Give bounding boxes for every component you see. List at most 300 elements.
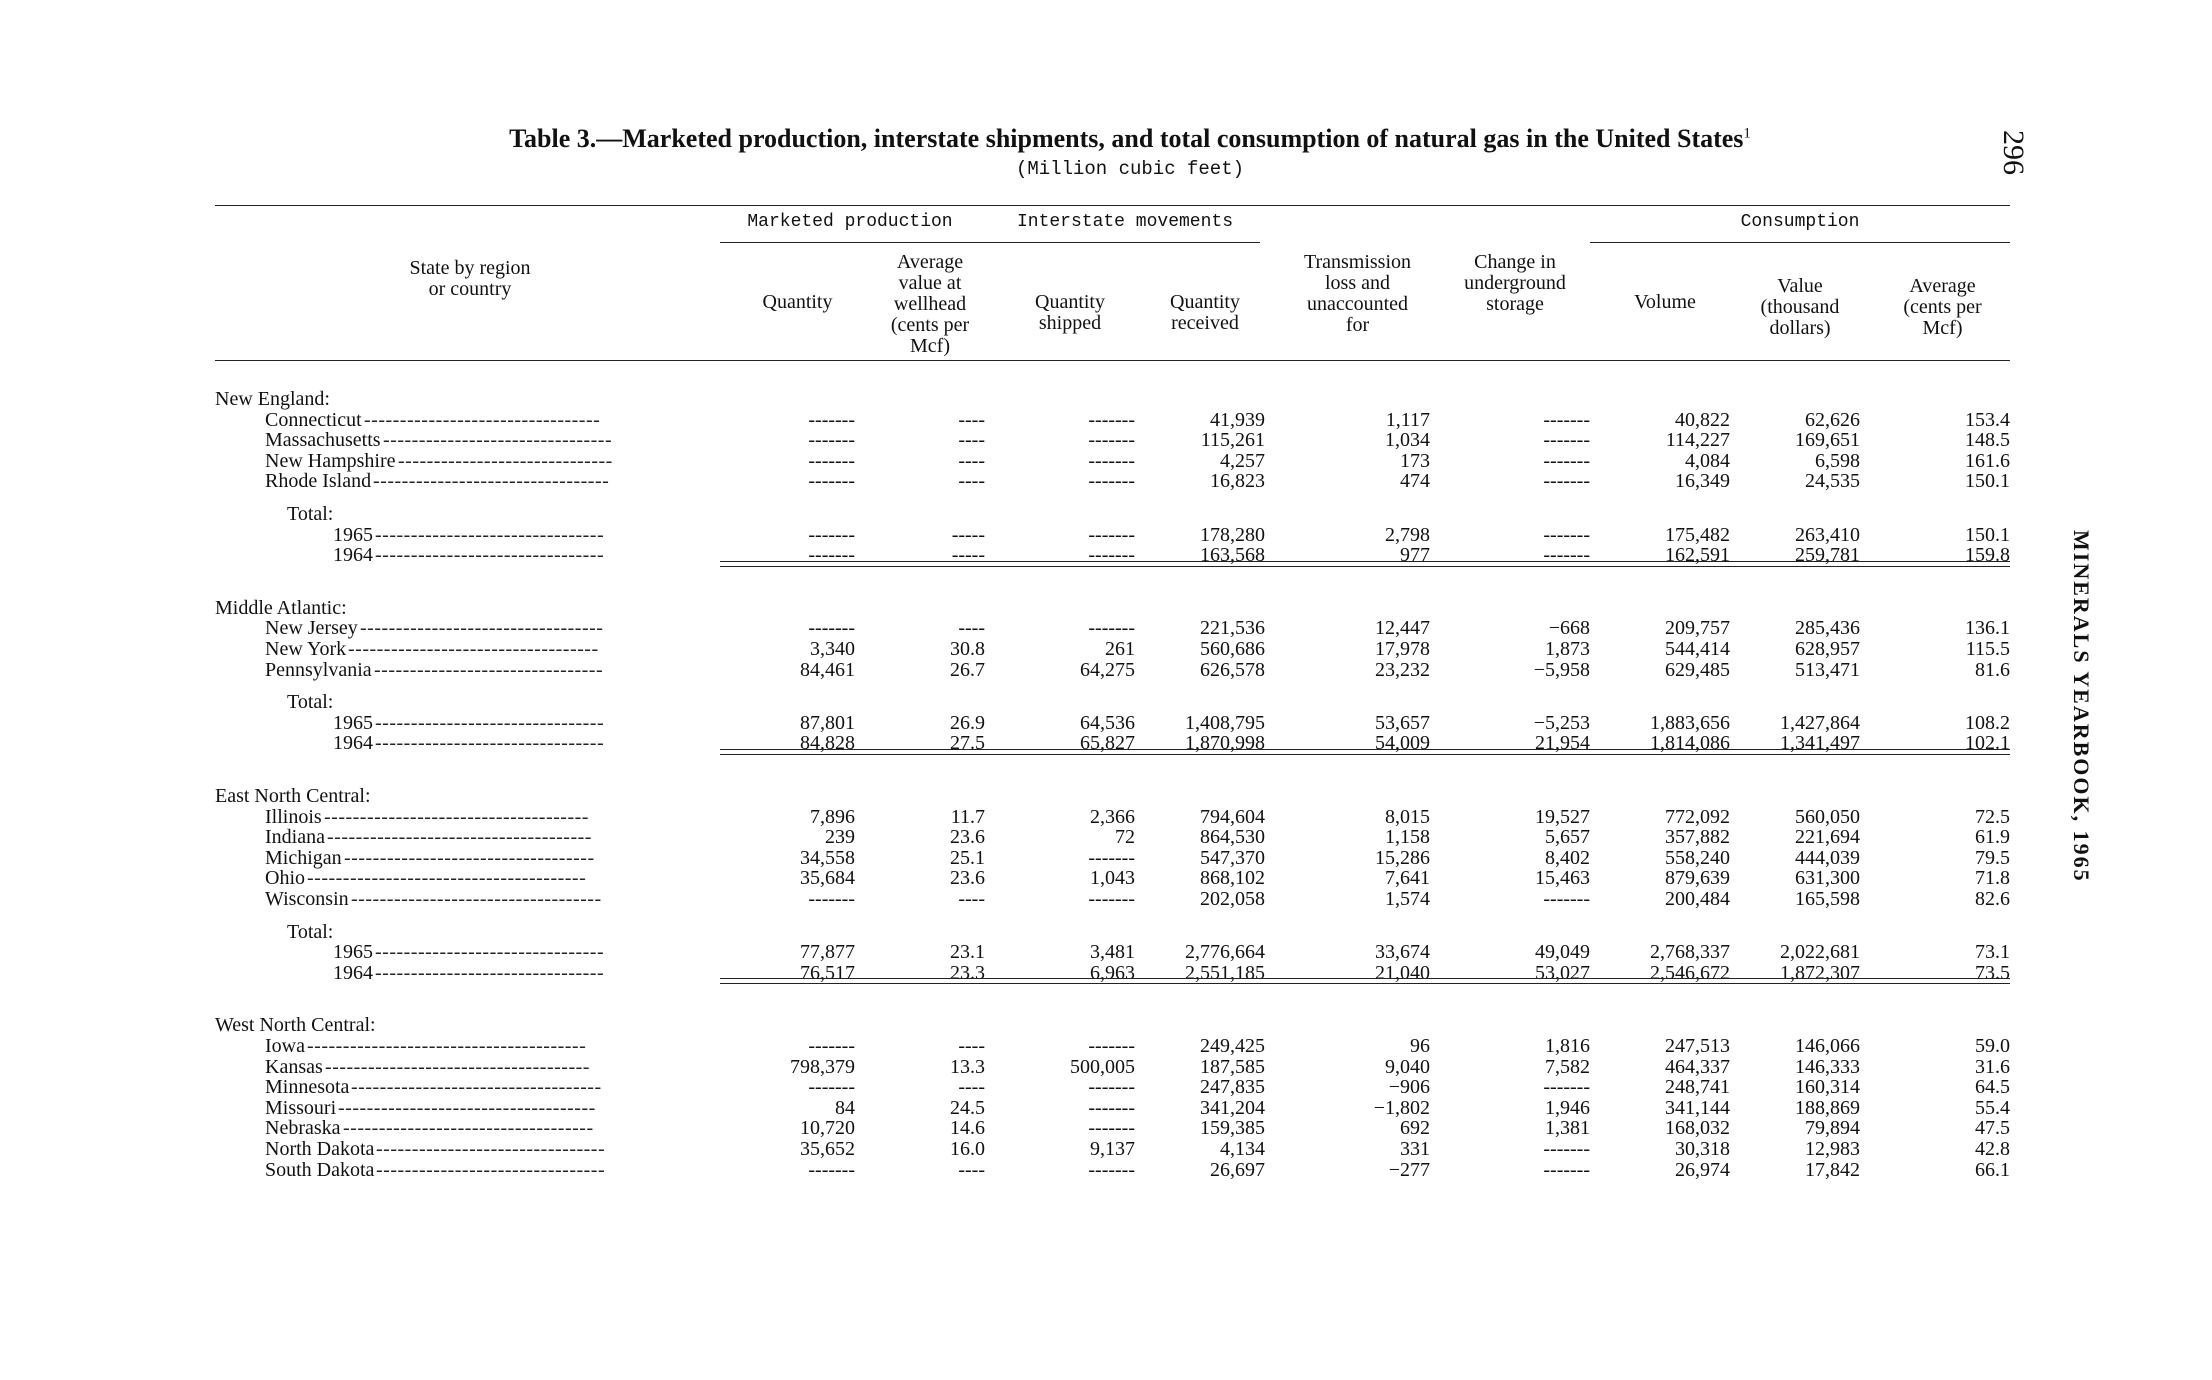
table-cell: 72.5 <box>1975 805 2010 828</box>
table-cell: 2,546,672 <box>1650 961 1730 984</box>
dot-leader: ----------------------------------- <box>343 1117 594 1140</box>
table-cell: ------- <box>808 449 855 472</box>
row-label: Ohio <box>265 867 305 890</box>
table-cell: 221,536 <box>1200 617 1265 640</box>
table-cell: 26,697 <box>1210 1158 1265 1181</box>
table-cell: 54,009 <box>1375 732 1430 755</box>
table-cell: 15,286 <box>1375 846 1430 869</box>
table-cell: 82.6 <box>1975 888 2010 910</box>
table-cell: ------- <box>1543 888 1590 910</box>
table-cell: 64,536 <box>1080 711 1135 734</box>
table-cell: 2,366 <box>1090 805 1135 828</box>
row-label: New York <box>265 638 347 660</box>
table-cell: 692 <box>1400 1117 1430 1140</box>
table-cell: 1,946 <box>1545 1096 1590 1119</box>
table-cell: 178,280 <box>1200 523 1265 546</box>
table-cell: ---- <box>958 1158 985 1181</box>
table-cell: 2,798 <box>1385 523 1430 546</box>
table-cell: ------- <box>1088 1096 1135 1119</box>
table-cell: 19,527 <box>1535 805 1590 828</box>
table-cell: 626,578 <box>1200 658 1265 681</box>
group-marketed-production: Marketed production <box>747 212 953 232</box>
column-header-7: Volume <box>1634 291 1696 313</box>
table-cell: 148.5 <box>1965 429 2010 452</box>
table-cell: 72 <box>1115 826 1135 849</box>
table-cell: 2,551,185 <box>1185 961 1265 984</box>
table-cell: 66.1 <box>1975 1158 2010 1181</box>
total-heading: Total: <box>287 691 334 714</box>
table-cell: 162,591 <box>1665 544 1730 567</box>
table-cell: ------- <box>808 1035 855 1057</box>
table-cell: ------- <box>1543 470 1590 493</box>
table-cell: 84,461 <box>800 658 855 681</box>
table-cell: 169,651 <box>1795 429 1860 452</box>
table-cell: −5,958 <box>1533 658 1590 681</box>
table-cell: 247,513 <box>1665 1035 1730 1057</box>
table-cell: 64,275 <box>1080 658 1135 681</box>
table-cell: 168,032 <box>1665 1117 1730 1140</box>
table-cell: 65,827 <box>1080 732 1135 755</box>
table-cell: 13.3 <box>950 1055 985 1078</box>
dot-leader: ------------------------------------- <box>327 826 592 849</box>
dot-leader: ----------------------------------- <box>344 846 595 869</box>
table-cell: 560,686 <box>1200 638 1265 660</box>
table-cell: 1,574 <box>1385 888 1430 910</box>
dot-leader: -------------------------------- <box>375 544 605 567</box>
dot-leader: -------------------------------- <box>376 1138 606 1160</box>
table-cell: 115,261 <box>1200 429 1265 452</box>
row-label: Massachusetts <box>265 429 381 452</box>
table-cell: 47.5 <box>1975 1117 2010 1140</box>
table-cell: 146,333 <box>1795 1055 1860 1078</box>
table-cell: 21,040 <box>1375 961 1430 984</box>
table-cell: −668 <box>1548 617 1590 640</box>
row-label: Illinois <box>265 805 322 828</box>
table-cell: 474 <box>1400 470 1430 493</box>
row-label: 1964 <box>333 544 373 567</box>
table-cell: 81.6 <box>1975 658 2010 681</box>
dot-leader: --------------------------------------- <box>307 867 587 890</box>
table-cell: 35,684 <box>800 867 855 890</box>
table-cell: 12,447 <box>1375 617 1430 640</box>
header-bottom-rule <box>215 360 2010 361</box>
table-cell: 444,039 <box>1795 846 1860 869</box>
dot-leader: --------------------------------- <box>373 470 610 493</box>
table-cell: 16.0 <box>950 1138 985 1160</box>
table-cell: 53,657 <box>1375 711 1430 734</box>
table-cell: 6,963 <box>1090 961 1135 984</box>
table-cell: 61.9 <box>1975 826 2010 849</box>
dot-leader: ------------------------------------ <box>338 1096 596 1119</box>
column-header-5: Transmission loss and unaccounted for <box>1303 251 1412 336</box>
table-cell: 30,318 <box>1675 1138 1730 1160</box>
dot-leader: -------------------------------- <box>375 961 605 984</box>
column-header-3: Quantity shipped <box>1035 291 1105 334</box>
table-cell: 1,341,497 <box>1780 732 1860 755</box>
row-label: Missouri <box>265 1096 337 1119</box>
column-header-4: Quantity received <box>1170 291 1240 334</box>
table-cell: 163,568 <box>1200 544 1265 567</box>
table-cell: 3,481 <box>1090 941 1135 964</box>
table-cell: 26.9 <box>950 711 985 734</box>
dot-leader: -------------------------------- <box>375 732 605 755</box>
dot-leader: ---------------------------------- <box>360 617 604 640</box>
table-cell: 175,482 <box>1665 523 1730 546</box>
table-cell: 79,894 <box>1805 1117 1860 1140</box>
table-cell: 35,652 <box>800 1138 855 1160</box>
table-cell: 209,757 <box>1665 617 1730 640</box>
table-cell: 12,983 <box>1805 1138 1860 1160</box>
table-cell: 136.1 <box>1965 617 2010 640</box>
table-cell: 40,822 <box>1675 408 1730 431</box>
table-cell: ---- <box>958 429 985 452</box>
table-cell: 73.1 <box>1975 941 2010 964</box>
table-cell: 23,232 <box>1375 658 1430 681</box>
table-cell: 249,425 <box>1200 1035 1265 1057</box>
table-cell: ----- <box>951 544 985 567</box>
table-cell: ------- <box>1088 408 1135 431</box>
table-cell: 331 <box>1400 1138 1430 1160</box>
table-cell: 2,776,664 <box>1185 941 1265 964</box>
table-cell: 261 <box>1105 638 1135 660</box>
column-header-9: Average (cents per Mcf) <box>1903 275 1982 339</box>
table-cell: 1,872,307 <box>1780 961 1860 984</box>
row-label: Indiana <box>265 826 325 849</box>
dot-leader: -------------------------------- <box>375 523 605 546</box>
header-top-rule <box>215 205 2010 206</box>
dot-leader: --------------------------------- <box>364 408 601 431</box>
table-cell: −5,253 <box>1533 711 1590 734</box>
row-label: Wisconsin <box>265 888 349 910</box>
table-cell: ---- <box>958 449 985 472</box>
table-cell: 23.1 <box>950 941 985 964</box>
table-cell: 8,015 <box>1385 805 1430 828</box>
table-cell: 62,626 <box>1805 408 1860 431</box>
row-label: 1964 <box>333 732 373 755</box>
table-cell: 27.5 <box>950 732 985 755</box>
table-cell: 84,828 <box>800 732 855 755</box>
table-cell: −277 <box>1388 1158 1430 1181</box>
table-cell: 115.5 <box>1965 638 2010 660</box>
table-cell: ------- <box>1088 1035 1135 1057</box>
table-cell: 42.8 <box>1975 1138 2010 1160</box>
dot-leader: ------------------------------------- <box>324 805 589 828</box>
table-cell: 544,414 <box>1665 638 1730 660</box>
table-cell: 30.8 <box>950 638 985 660</box>
table-cell: 23.6 <box>950 867 985 890</box>
table-cell: 1,427,864 <box>1780 711 1860 734</box>
section-rule <box>720 749 2010 755</box>
table-cell: 25.1 <box>950 846 985 869</box>
table-cell: 1,408,795 <box>1185 711 1265 734</box>
table-cell: 1,870,998 <box>1185 732 1265 755</box>
row-label: Pennsylvania <box>265 658 372 681</box>
row-label: Kansas <box>265 1055 323 1078</box>
table-cell: 357,882 <box>1665 826 1730 849</box>
table-cell: 102.1 <box>1965 732 2010 755</box>
table-cell: 23.3 <box>950 961 985 984</box>
table-cell: 71.8 <box>1975 867 2010 890</box>
table-cell: 247,835 <box>1200 1076 1265 1099</box>
table-cell: 108.2 <box>1965 711 2010 734</box>
table-cell: 1,816 <box>1545 1035 1590 1057</box>
table-cell: 31.6 <box>1975 1055 2010 1078</box>
table-cell: 9,137 <box>1090 1138 1135 1160</box>
table-cell: 34,558 <box>800 846 855 869</box>
table-cell: 96 <box>1410 1035 1430 1057</box>
table-cell: ------- <box>1543 408 1590 431</box>
table-cell: 202,058 <box>1200 888 1265 910</box>
table-cell: 114,227 <box>1665 429 1730 452</box>
table-cell: 341,204 <box>1200 1096 1265 1119</box>
table-cell: 150.1 <box>1965 470 2010 493</box>
row-label: Iowa <box>265 1035 305 1057</box>
table-cell: 14.6 <box>950 1117 985 1140</box>
running-head: MINERALS YEARBOOK, 1965 <box>2069 530 2094 883</box>
table-cell: ------- <box>808 408 855 431</box>
table-cell: ---- <box>958 408 985 431</box>
table-cell: ------- <box>808 544 855 567</box>
table-cell: 1,883,656 <box>1650 711 1730 734</box>
table-cell: ------- <box>1543 1076 1590 1099</box>
table-cell: ------- <box>1088 523 1135 546</box>
table-cell: 23.6 <box>950 826 985 849</box>
table-cell: ----- <box>951 523 985 546</box>
table-cell: 1,381 <box>1545 1117 1590 1140</box>
table-cell: 73.5 <box>1975 961 2010 984</box>
dot-leader: -------------------------------- <box>375 941 605 964</box>
column-header-2: Average value at wellhead (cents per Mcf) <box>890 251 970 357</box>
dot-leader: ----------------------------------- <box>351 888 602 910</box>
row-label: North Dakota <box>265 1138 375 1160</box>
table-title: Table 3.—Marketed production, interstate shipments, and total consumption of natural gas in the United States$^1$ <box>509 124 1751 153</box>
table-cell: ------- <box>1088 617 1135 640</box>
dot-leader: -------------------------------- <box>374 658 604 681</box>
table-cell: 55.4 <box>1975 1096 2010 1119</box>
row-label: Nebraska <box>265 1117 341 1140</box>
table-cell: ------- <box>808 1158 855 1181</box>
table-cell: ------- <box>808 888 855 910</box>
table-cell: 560,050 <box>1795 805 1860 828</box>
table-cell: 464,337 <box>1665 1055 1730 1078</box>
table-cell: 24,535 <box>1805 470 1860 493</box>
table-cell: −1,802 <box>1373 1096 1430 1119</box>
table-cell: 3,340 <box>810 638 855 660</box>
table-cell: 41,939 <box>1210 408 1265 431</box>
row-label: New Jersey <box>265 617 358 640</box>
table-cell: 868,102 <box>1200 867 1265 890</box>
section-rule <box>720 978 2010 984</box>
table-cell: ------- <box>808 470 855 493</box>
group-rule-consumption <box>1590 242 2010 243</box>
table-cell: 1,814,086 <box>1650 732 1730 755</box>
table-cell: 977 <box>1400 544 1430 567</box>
group-rule-left <box>720 242 1260 243</box>
table-cell: ------- <box>1543 449 1590 472</box>
row-label: Michigan <box>265 846 342 869</box>
table-cell: 84 <box>835 1096 855 1119</box>
table-cell: 77,877 <box>800 941 855 964</box>
group-consumption: Consumption <box>1740 212 1860 232</box>
table-cell: ------- <box>1543 1158 1590 1181</box>
table-cell: 16,823 <box>1210 470 1265 493</box>
table-cell: ------- <box>1088 846 1135 869</box>
table-cell: ------- <box>1088 544 1135 567</box>
table-cell: 17,842 <box>1805 1158 1860 1181</box>
dot-leader: ----------------------------------- <box>351 1076 602 1099</box>
table-cell: ---- <box>958 617 985 640</box>
table-cell: 153.4 <box>1965 408 2010 431</box>
table-cell: 26,974 <box>1675 1158 1730 1181</box>
table-cell: ------- <box>1088 470 1135 493</box>
dot-leader: ------------------------------ <box>398 449 613 472</box>
column-header-6: Change in underground storage <box>1464 251 1566 315</box>
table-cell: 1,043 <box>1090 867 1135 890</box>
table-cell: 6,598 <box>1815 449 1860 472</box>
table-cell: 200,484 <box>1665 888 1730 910</box>
table-cell: 879,639 <box>1665 867 1730 890</box>
table-cell: 1,873 <box>1545 638 1590 660</box>
page-number: 296 <box>1997 130 2030 175</box>
row-label: 1965 <box>333 941 373 964</box>
table-cell: 161.6 <box>1965 449 2010 472</box>
table-cell: 2,022,681 <box>1780 941 1860 964</box>
row-label: Rhode Island <box>265 470 372 493</box>
table-cell: 165,598 <box>1795 888 1860 910</box>
table-cell: 500,005 <box>1070 1055 1135 1078</box>
column-header-1: Quantity <box>762 291 833 313</box>
region-heading: West North Central: <box>215 1014 376 1037</box>
table-cell: ------- <box>1543 544 1590 567</box>
table-cell: 772,092 <box>1665 805 1730 828</box>
table-cell: 263,410 <box>1795 523 1860 546</box>
table-cell: ------- <box>1088 449 1135 472</box>
table-cell: 187,585 <box>1200 1055 1265 1078</box>
table-cell: 33,674 <box>1375 941 1430 964</box>
table-cell: 173 <box>1400 449 1430 472</box>
table-cell: ------- <box>808 1076 855 1099</box>
dot-leader: --------------------------------------- <box>307 1035 587 1057</box>
total-heading: Total: <box>287 503 334 525</box>
table-cell: ------- <box>808 617 855 640</box>
table-cell: ------- <box>1543 523 1590 546</box>
row-label: Minnesota <box>265 1076 350 1099</box>
table-cell: 794,604 <box>1200 805 1265 828</box>
region-heading: Middle Atlantic: <box>215 596 347 619</box>
table-cell: 17,978 <box>1375 638 1430 660</box>
table-cell: ------- <box>1543 1138 1590 1160</box>
table-cell: 10,720 <box>800 1117 855 1140</box>
column-header-0: State by region or country <box>409 257 531 300</box>
table-cell: 1,034 <box>1385 429 1430 452</box>
table-cell: 150.1 <box>1965 523 2010 546</box>
total-heading: Total: <box>287 920 334 943</box>
table-cell: ------- <box>1088 429 1135 452</box>
table-cell: 864,530 <box>1200 826 1265 849</box>
table-cell: 248,741 <box>1665 1076 1730 1099</box>
table-cell: 64.5 <box>1975 1076 2010 1099</box>
row-label: 1965 <box>333 711 373 734</box>
dot-leader: -------------------------------- <box>383 429 613 452</box>
table-cell: ------- <box>1088 1158 1135 1181</box>
table-cell: 188,869 <box>1795 1096 1860 1119</box>
row-label: South Dakota <box>265 1158 375 1181</box>
table-cell: 221,694 <box>1795 826 1860 849</box>
table-cell: 159.8 <box>1965 544 2010 567</box>
table-subtitle: (Million cubic feet) <box>1015 158 1245 180</box>
table-cell: 2,768,337 <box>1650 941 1730 964</box>
table-cell: 341,144 <box>1665 1096 1730 1119</box>
table-cell: 285,436 <box>1795 617 1860 640</box>
table-cell: −906 <box>1388 1076 1430 1099</box>
table-cell: ---- <box>958 1035 985 1057</box>
table-cell: ------- <box>1543 429 1590 452</box>
table-cell: 631,300 <box>1795 867 1860 890</box>
table-cell: 21,954 <box>1535 732 1590 755</box>
table-cell: 24.5 <box>950 1096 985 1119</box>
row-label: 1964 <box>333 961 373 984</box>
table-cell: 49,049 <box>1535 941 1590 964</box>
table-cell: 146,066 <box>1795 1035 1860 1057</box>
table-cell: 4,084 <box>1685 449 1730 472</box>
section-rule <box>720 561 2010 567</box>
table-cell: ------- <box>1088 888 1135 910</box>
title-footnote: 1 <box>1743 125 1751 142</box>
row-label: Connecticut <box>265 408 362 431</box>
row-label: 1965 <box>333 523 373 546</box>
table-cell: ------- <box>1088 1117 1135 1140</box>
table-cell: 5,657 <box>1545 826 1590 849</box>
table-cell: ------- <box>1088 1076 1135 1099</box>
dot-leader: ------------------------------------- <box>325 1055 590 1078</box>
table-cell: ---- <box>958 470 985 493</box>
table-cell: 629,485 <box>1665 658 1730 681</box>
dot-leader: ----------------------------------- <box>348 638 599 660</box>
table-cell: 798,379 <box>790 1055 855 1078</box>
table-cell: 53,027 <box>1535 961 1590 984</box>
table-cell: 1,158 <box>1385 826 1430 849</box>
table-cell: 558,240 <box>1665 846 1730 869</box>
table-cell: 79.5 <box>1975 846 2010 869</box>
table-cell: ------- <box>808 523 855 546</box>
region-heading: East North Central: <box>215 785 371 807</box>
table-cell: ------- <box>808 429 855 452</box>
row-label: New Hampshire <box>265 449 396 472</box>
table-cell: 7,896 <box>810 805 855 828</box>
table-cell: 159,385 <box>1200 1117 1265 1140</box>
table-cell: 4,257 <box>1220 449 1265 472</box>
region-heading: New England: <box>215 388 330 410</box>
table-cell: 628,957 <box>1795 638 1860 660</box>
table-cell: 11.7 <box>950 805 985 828</box>
table-cell: 8,402 <box>1545 846 1590 869</box>
table-cell: 239 <box>825 826 855 849</box>
column-header-8: Value (thousand dollars) <box>1760 275 1840 339</box>
table-cell: 9,040 <box>1385 1055 1430 1078</box>
table-cell: 259,781 <box>1795 544 1860 567</box>
group-interstate-movements: Interstate movements <box>1016 212 1234 232</box>
table-cell: 76,517 <box>800 961 855 984</box>
table-cell: 26.7 <box>950 658 985 681</box>
table-cell: 59.0 <box>1975 1035 2010 1057</box>
dot-leader: -------------------------------- <box>375 711 605 734</box>
table-cell: 547,370 <box>1200 846 1265 869</box>
table-cell: ---- <box>958 888 985 910</box>
table-cell: ---- <box>958 1076 985 1099</box>
table-cell: 7,582 <box>1545 1055 1590 1078</box>
table-cell: 513,471 <box>1795 658 1860 681</box>
table-cell: 15,463 <box>1535 867 1590 890</box>
